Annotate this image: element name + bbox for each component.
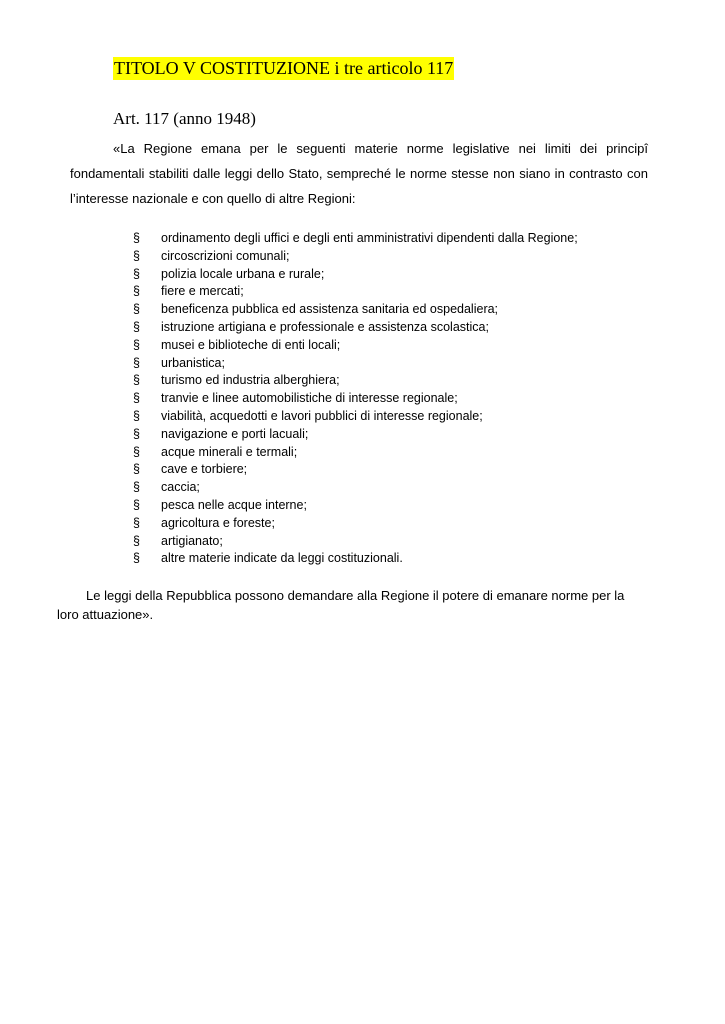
list-item: [133, 497, 578, 515]
list-item: [133, 283, 578, 301]
list-item-text: beneficenza pubblica ed assistenza sanitaria ed ospedaliera;: [161, 302, 499, 317]
list-item: [133, 426, 578, 444]
list-item: [133, 266, 578, 284]
list-item: [133, 408, 578, 426]
list-item-text: cave e torbiere;: [161, 462, 248, 477]
section-mark: §: [133, 373, 140, 388]
list-item: [133, 533, 578, 551]
list-item: [133, 337, 578, 355]
section-mark: §: [133, 444, 140, 459]
list-item: [133, 461, 578, 479]
list-item: [133, 230, 578, 248]
section-mark: §: [133, 533, 140, 548]
list-item-text: viabilità, acquedotti e lavori pubblici di interesse regionale;: [161, 408, 483, 423]
list-item-text: caccia;: [161, 480, 200, 495]
section-mark: §: [133, 355, 140, 370]
section-mark: §: [133, 408, 140, 423]
list-item-text: tranvie e linee automobilistiche di interesse regionale;: [161, 391, 458, 406]
list-item: [133, 372, 578, 390]
list-item-text: turismo ed industria alberghiera;: [161, 373, 340, 388]
list-item: [133, 515, 578, 533]
list-item: [133, 301, 578, 319]
section-mark: §: [133, 462, 140, 477]
list-item-text: istruzione artigiana e professionale e assistenza scolastica;: [161, 319, 489, 334]
list-item-text: agricoltura e foreste;: [161, 515, 275, 530]
section-mark: §: [133, 319, 140, 334]
list-item-text: pesca nelle acque interne;: [161, 497, 307, 512]
intro-paragraph: «La Regione emana per le seguenti materie norme legislative nei limiti dei principî fondamentali stabiliti dalle leggi dello Stato, sempreché le norme stesse non siano in contrasto con l’interesse nazionale e con quello di altre Regioni:: [70, 141, 648, 206]
section-mark: §: [133, 284, 140, 299]
section-mark: §: [133, 302, 140, 317]
list-item-text: fiere e mercati;: [161, 284, 244, 299]
matters-list: [133, 230, 578, 568]
list-item-text: acque minerali e termali;: [161, 444, 298, 459]
highlighted-title-text: TITOLO V COSTITUZIONE i tre articolo 117: [114, 58, 454, 78]
list-item: [133, 319, 578, 337]
list-item-text: artigianato;: [161, 533, 223, 548]
list-item: [133, 479, 578, 497]
article-heading: Art. 117 (anno 1948): [113, 109, 256, 128]
section-mark: §: [133, 337, 140, 352]
section-mark: §: [133, 248, 140, 263]
list-item-text: urbanistica;: [161, 355, 225, 370]
section-mark: §: [133, 231, 140, 245]
list-item-text: polizia locale urbana e rurale;: [161, 266, 325, 281]
list-item: [133, 444, 578, 462]
list-item-text: musei e biblioteche di enti locali;: [161, 337, 341, 352]
document-title: [113, 56, 454, 80]
section-mark: §: [133, 515, 140, 530]
list-item-text: navigazione e porti lacuali;: [161, 426, 309, 441]
list-item-text: altre materie indicate da leggi costituzionali.: [161, 551, 403, 566]
section-mark: §: [133, 266, 140, 281]
list-item: [133, 248, 578, 266]
list-item: [133, 550, 578, 568]
section-mark: §: [133, 426, 140, 441]
list-item: [133, 355, 578, 373]
list-item: [133, 390, 578, 408]
section-mark: §: [133, 497, 140, 512]
list-item-text: ordinamento degli uffici e degli enti amministrativi dipendenti dalla Regione;: [161, 231, 578, 245]
section-mark: §: [133, 551, 140, 566]
list-item-text: circoscrizioni comunali;: [161, 248, 290, 263]
section-mark: §: [133, 391, 140, 406]
closing-paragraph: Le leggi della Repubblica possono demandare alla Regione il potere di emanare norme per la loro attuazione».: [57, 588, 625, 622]
section-mark: §: [133, 480, 140, 495]
